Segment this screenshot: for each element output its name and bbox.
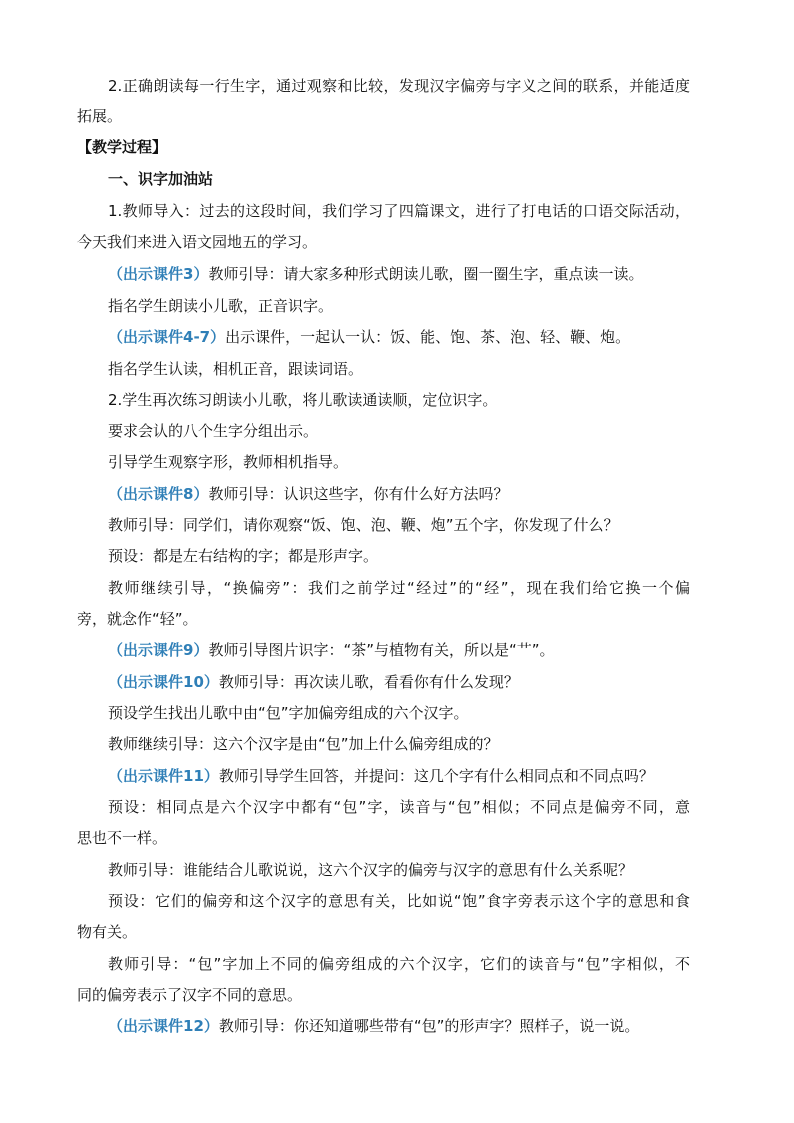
courseware-cue: （出示课件11） — [108, 767, 219, 785]
paragraph-line: 指名学生朗读小儿歌，正音识字。 — [108, 297, 334, 315]
paragraph-line: 2.学生再次练习朗读小儿歌，将儿歌读通读顺，定位识字。 — [108, 391, 498, 409]
paragraph-line: 预设：它们的偏旁和这个汉字的意思有关，比如说“饱”食字旁表示这个字的意思和食 — [108, 892, 690, 910]
courseware-cue: （出示课件10） — [108, 673, 219, 691]
courseware-cue-line: （出示课件11）教师引导学生回答，并提问：这几个字有什么相同点和不同点吗？ — [108, 767, 654, 785]
courseware-cue-line: （出示课件8）教师引导：认识这些字，你有什么好方法吗？ — [108, 485, 509, 503]
section-heading-teaching-process: 【教学过程】 — [77, 138, 168, 156]
paragraph-line: 教师继续引导，“换偏旁”：我们之前学过“经过”的“经”，现在我们给它换一个偏 — [108, 579, 690, 597]
courseware-cue: （出示课件8） — [108, 485, 209, 503]
courseware-cue: （出示课件12） — [108, 1017, 219, 1035]
courseware-cue-line: （出示课件4-7）出示课件，一起认一认：饭、能、饱、茶、泡、轻、鞭、炮。 — [108, 328, 631, 346]
courseware-cue: （出示课件3） — [108, 265, 209, 283]
paragraph-line: 思也不一样。 — [77, 829, 168, 847]
objective-2-line-2: 拓展。 — [77, 107, 123, 125]
paragraph-line: 1.教师导入：过去的这段时间，我们学习了四篇课文，进行了打电话的口语交际活动， — [108, 202, 690, 220]
paragraph-line: 物有关。 — [77, 923, 138, 941]
paragraph-line: 预设学生找出儿歌中由“包”字加偏旁组成的六个汉字。 — [108, 704, 469, 722]
subsection-heading-literacy-station: 一、识字加油站 — [108, 170, 214, 188]
paragraph-line: 指名学生认读，相机正音，跟读词语。 — [108, 360, 364, 378]
objective-2-line-1: 2.正确朗读每一行生字，通过观察和比较，发现汉字偏旁与字义之间的联系，并能适度 — [108, 77, 690, 95]
courseware-cue-line: （出示课件3）教师引导：请大家多种形式朗读儿歌，圈一圈生字，重点读一读。 — [108, 265, 644, 283]
paragraph-line: 预设：都是左右结构的字；都是形声字。 — [108, 547, 379, 565]
courseware-cue-line: （出示课件10）教师引导：再次读儿歌，看看你有什么发现？ — [108, 673, 519, 691]
paragraph-line: 教师引导：同学们，请你观察“饭、饱、泡、鞭、炮”五个字，你发现了什么？ — [108, 516, 619, 534]
paragraph-line: 引导学生观察字形，教师相机指导。 — [108, 453, 349, 471]
paragraph-line: 旁，就念作“轻”。 — [77, 610, 198, 628]
paragraph-line: 教师引导：谁能结合儿歌说说，这六个汉字的偏旁与汉字的意思有什么关系呢？ — [108, 861, 634, 879]
paragraph-line: 同的偏旁表示了汉字不同的意思。 — [77, 986, 303, 1004]
paragraph-line: 教师继续引导：这六个汉字是由“包”加上什么偏旁组成的？ — [108, 735, 499, 753]
paragraph-line: 预设：相同点是六个汉字中都有“包”字，读音与“包”相似；不同点是偏旁不同，意 — [108, 798, 690, 816]
courseware-cue: （出示课件9） — [108, 641, 209, 659]
courseware-cue-line: （出示课件12）教师引导：你还知道哪些带有“包”的形声字？照样子，说一说。 — [108, 1017, 640, 1035]
courseware-cue-line: （出示课件9）教师引导图片识字：“茶”与植物有关，所以是“艹”。 — [108, 641, 555, 659]
paragraph-line: 教师引导：“包”字加上不同的偏旁组成的六个汉字，它们的读音与“包”字相似，不 — [108, 955, 690, 973]
paragraph-line: 要求会认的八个生字分组出示。 — [108, 422, 319, 440]
paragraph-line: 今天我们来进入语文园地五的学习。 — [77, 233, 318, 251]
courseware-cue: （出示课件4-7） — [108, 328, 226, 346]
